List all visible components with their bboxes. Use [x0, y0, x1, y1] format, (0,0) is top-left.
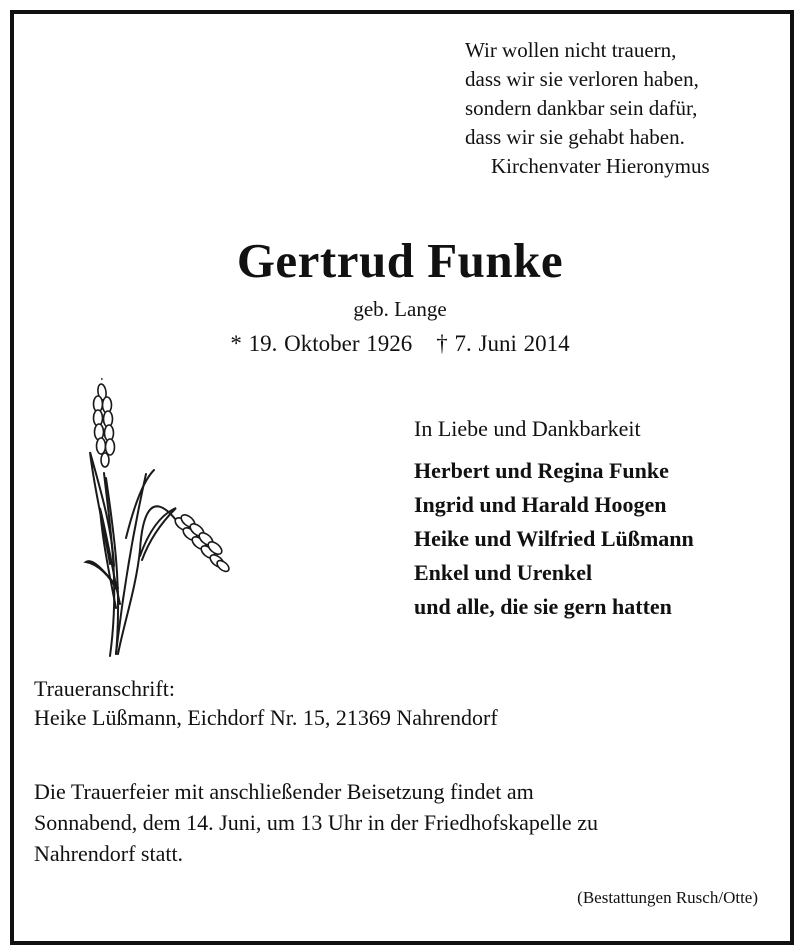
- quote-line: sondern dankbar sein dafür,: [465, 96, 698, 120]
- quote-line: dass wir sie gehabt haben.: [465, 125, 685, 149]
- wheat-icon: [80, 378, 240, 660]
- address-text: Heike Lüßmann, Eichdorf Nr. 15, 21369 Nahrendorf: [34, 705, 498, 730]
- ceremony-line: Die Trauerfeier mit anschließender Beisetzung findet am: [34, 779, 534, 804]
- life-dates: [0, 331, 800, 357]
- mourners-intro: In Liebe und Dankbarkeit: [414, 416, 641, 441]
- mourner-name: Heike und Wilfried Lüßmann: [414, 526, 694, 551]
- death-date: † 7. Juni 2014: [436, 331, 570, 356]
- mourners-list: [414, 454, 694, 624]
- quote-author: Kirchenvater Hieronymus: [491, 154, 710, 178]
- undertaker-credit: (Bestattungen Rusch/Otte): [577, 888, 758, 907]
- ceremony-line: Nahrendorf statt.: [34, 841, 184, 866]
- quote-line: Wir wollen nicht trauern,: [465, 38, 677, 62]
- address-heading: Traueranschrift:: [34, 676, 175, 701]
- mourner-name: und alle, die sie gern hatten: [414, 594, 672, 619]
- birth-date: * 19. Oktober 1926: [230, 331, 413, 356]
- mourner-name: Herbert und Regina Funke: [414, 458, 669, 483]
- ceremony-notice: [34, 776, 598, 869]
- mourner-name: Enkel und Urenkel: [414, 560, 593, 585]
- mourner-name: Ingrid und Harald Hoogen: [414, 492, 667, 517]
- deceased-name: Gertrud Funke: [236, 233, 564, 288]
- ceremony-line: Sonnabend, dem 14. Juni, um 13 Uhr in der Friedhofskapelle zu: [34, 810, 598, 835]
- quote-line: dass wir sie verloren haben,: [465, 67, 699, 91]
- quote-block: [465, 36, 710, 181]
- maiden-name: geb. Lange: [353, 297, 447, 321]
